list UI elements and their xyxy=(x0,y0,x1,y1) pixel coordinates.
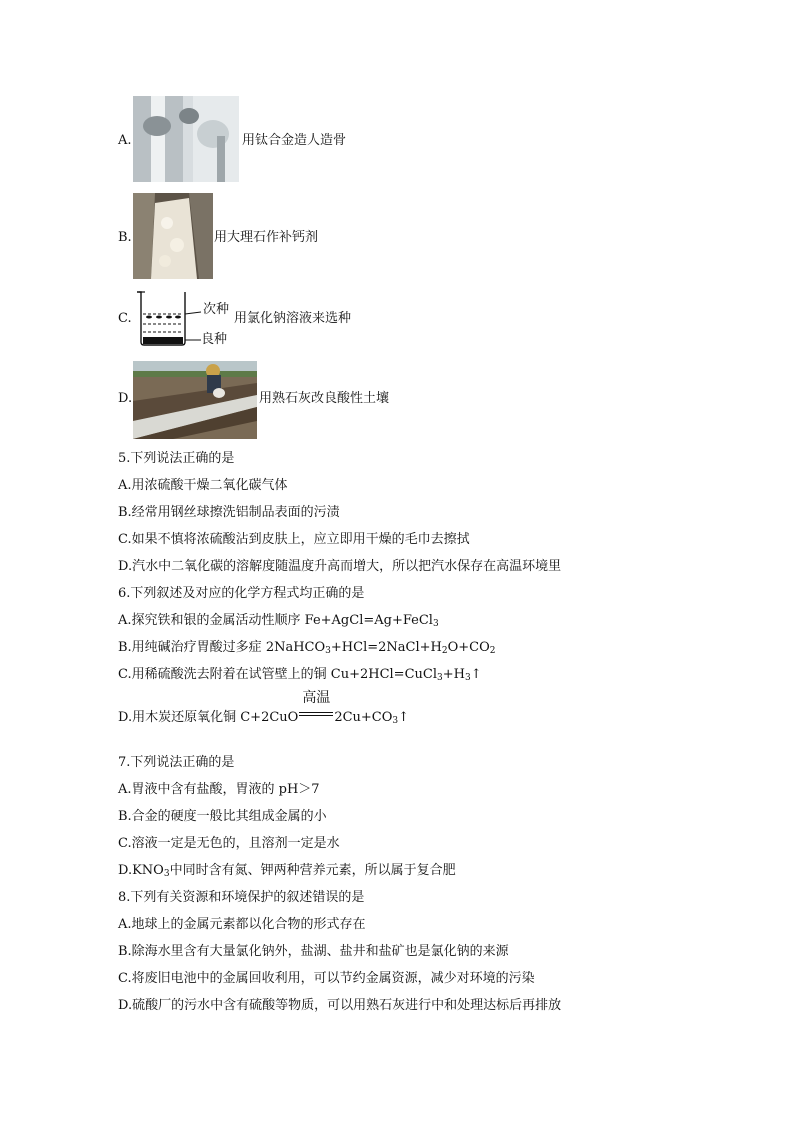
q7-option-c: C.溶液一定是无色的，且溶剂一定是水 xyxy=(118,836,340,851)
q7-option-a: A.胃液中含有盐酸，胃液的 pH＞7 xyxy=(118,782,320,797)
q6-option-b: B.用纯碱治疗胃酸过多症 $2NaHCO_3+HCl=2NaCl+H_2O+CO_2$ xyxy=(118,640,496,656)
q6-stem: 6.下列叙述及对应的化学方程式均正确的是 xyxy=(118,586,365,601)
option-c-text: 用氯化钠溶液来选种 xyxy=(234,311,352,326)
q5-option-d: D.汽水中二氧化碳的溶解度随温度升高而增大，所以把汽水保存在高温环境里 xyxy=(118,559,562,574)
q6-option-d: D.用木炭还原氧化铜 C+2CuO 高温 $2Cu+CO_3↑$ xyxy=(118,690,410,726)
option-a-letter: A. xyxy=(118,133,132,148)
option-a-text: 用钛合金造人造骨 xyxy=(242,133,347,148)
q6-option-c: C.用稀硫酸洗去附着在试管壁上的铜 $Cu+2HCl=CuCl_3+H_3↑$ xyxy=(118,667,482,683)
q5-option-b: B.经常用钢丝球擦洗铝制品表面的污渍 xyxy=(118,505,340,520)
q7-option-b: B.合金的硬度一般比其组成金属的小 xyxy=(118,809,327,824)
q6-option-a: A.探究铁和银的金属活动性顺序 Fe+AgCl=Ag+FeCl$_3$ xyxy=(118,613,439,629)
reaction-condition: 高温 xyxy=(298,709,334,727)
option-b-text: 用大理石作补钙剂 xyxy=(214,230,319,245)
q5-option-a: A.用浓硫酸干燥二氧化碳气体 xyxy=(118,478,288,493)
q8-stem: 8.下列有关资源和环境保护的叙述错误的是 xyxy=(118,890,365,905)
q5-option-c: C.如果不慎将浓硫酸沾到皮肤上，应立即用干燥的毛巾去擦拭 xyxy=(118,532,470,547)
beaker-label-top: 次种 xyxy=(203,302,230,317)
beaker-label-bottom: 良种 xyxy=(201,332,228,347)
option-d-letter: D. xyxy=(118,391,133,406)
option-c-letter: C. xyxy=(118,311,132,326)
q8-option-d: D.硫酸厂的污水中含有硫酸等物质，可以用熟石灰进行中和处理达标后再排放 xyxy=(118,998,562,1013)
q7-stem: 7.下列说法正确的是 xyxy=(118,755,235,770)
option-d-text: 用熟石灰改良酸性土壤 xyxy=(259,391,390,406)
option-b-letter: B. xyxy=(118,230,132,245)
q7-option-d: $D.KNO_3$中同时含有氮、钾两种营养元素，所以属于复合肥 xyxy=(118,863,456,879)
farmer-field-photo-icon xyxy=(133,361,257,439)
q8-option-c: C.将废旧电池中的金属回收利用，可以节约金属资源，减少对环境的污染 xyxy=(118,971,535,986)
marble-photo-icon xyxy=(133,193,213,279)
q8-option-b: B.除海水里含有大量氯化钠外，盐湖、盐井和盐矿也是氯化钠的来源 xyxy=(118,944,509,959)
q5-stem: 5.下列说法正确的是 xyxy=(118,451,235,466)
titanium-bone-photo-icon xyxy=(133,96,239,182)
q8-option-a: A.地球上的金属元素都以化合物的形式存在 xyxy=(118,917,366,932)
